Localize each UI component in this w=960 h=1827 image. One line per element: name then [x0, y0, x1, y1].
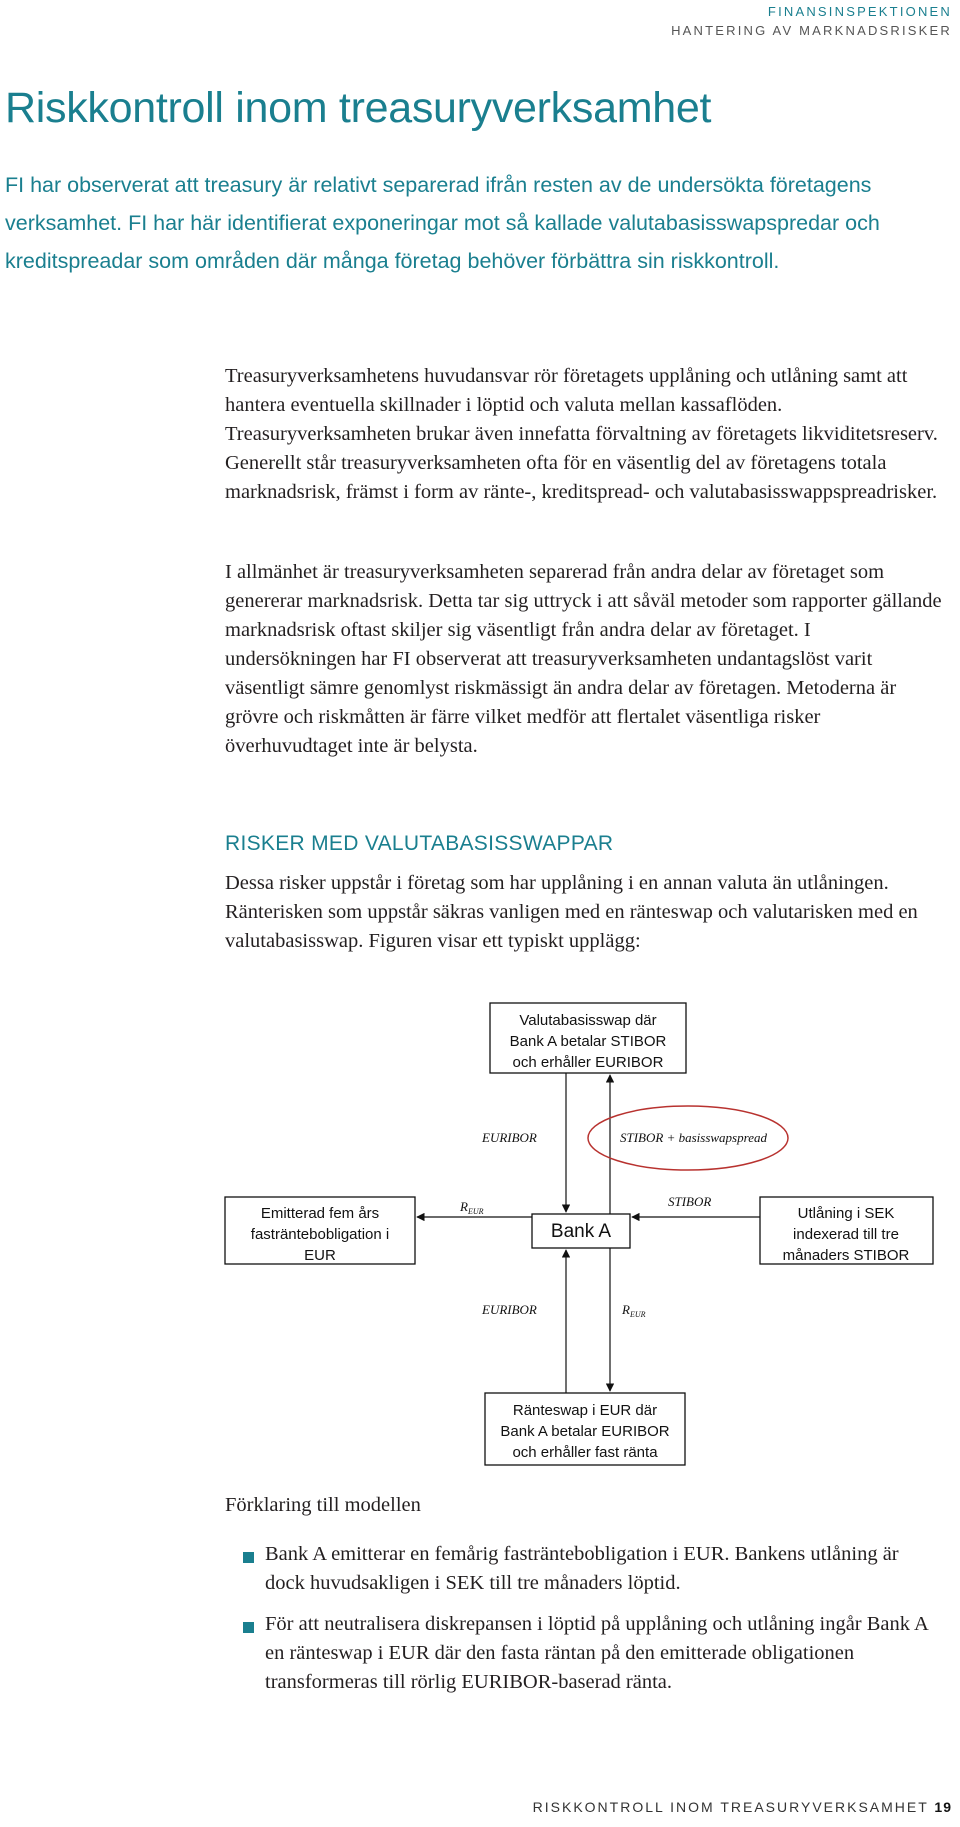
- left-box-line-3: EUR: [304, 1247, 336, 1264]
- list-item-text: För att neutralisera diskrepansen i löptid på upplåning och utlåning ingår Bank A en ränteswap i EUR där den fasta räntan på den emitterade obligationen transformeras till rörlig EURIBOR-baserad ränta.: [265, 1613, 928, 1693]
- footer-title: RISKKONTROLL INOM TREASURYVERKSAMHET: [532, 1799, 929, 1815]
- right-box-line-3: månaders STIBOR: [782, 1247, 910, 1264]
- bottom-box-line-1: Ränteswap i EUR där: [512, 1402, 658, 1419]
- lead-paragraph: FI har observerat att treasury är relativt separerad ifrån resten av de undersökta företagens verksamhet. FI har här identifierat exponeringar mot så kallade valutabasisswapspredar och kreditspreadar som områden där många företag behöver förbättra sin riskkontroll.: [5, 173, 880, 273]
- page-number: 19: [934, 1799, 952, 1815]
- list-item: [240, 1540, 930, 1598]
- body-paragraph-2: I allmänhet är treasuryverksamheten separerad från andra delar av företaget som genererar marknadsrisk. Detta tar sig uttryck i att såväl metoder som rapporter gällande marknadsrisk oftast skiljer sig väsentligt från andra delar av företaget. I undersökningen har FI observerat att treasuryverksamheten undantagslöst varit väsentligt sämre genomlyst riskmässigt än andra delar av företagen. Metoderna är grövre och riskmåtten är färre vilket medför att flertalet väsentliga risker överhuvudtaget inte är belysta.: [225, 561, 942, 757]
- label-stibor-basisswapspread: STIBOR + basisswapspread: [620, 1130, 767, 1145]
- left-box-line-1: Emitterad fem års: [260, 1205, 380, 1222]
- right-box-line-1: Utlåning i SEK: [797, 1205, 895, 1222]
- top-box-line-3: och erhåller EURIBOR: [512, 1054, 664, 1071]
- section-paragraph: Dessa risker uppstår i företag som har upplåning i en annan valuta än utlåningen. Ränterisken som uppstår säkras vanligen med en ränteswap och valutarisken med en valutabasisswap. Figuren visar ett typiskt upplägg:: [225, 872, 918, 952]
- top-box-line-2: Bank A betalar STIBOR: [509, 1033, 667, 1050]
- label-stibor-right: STIBOR: [668, 1194, 712, 1209]
- explanation-list: [240, 1540, 930, 1709]
- left-box-line-2: fasträntebobligation i: [250, 1226, 390, 1243]
- top-box-line-1: Valutabasisswap där: [519, 1012, 657, 1029]
- running-footer: [533, 1799, 952, 1815]
- bullet-square-icon: [243, 1552, 254, 1563]
- header-organisation: FINANSINSPEKTIONEN: [767, 4, 952, 19]
- label-reur-bottom: $R_{EUR}$: [622, 1302, 646, 1319]
- explanation-heading: Förklaring till modellen: [225, 1494, 421, 1516]
- bottom-box-line-2: Bank A betalar EURIBOR: [500, 1423, 670, 1440]
- right-box-line-2: indexerad till tre: [793, 1226, 899, 1243]
- body-paragraph-1: Treasuryverksamhetens huvudansvar rör företagets upplåning och utlåning samt att hantera eventuella skillnader i löptid och valuta mellan kassaflöden. Treasuryverksamheten brukar även innefatta förvaltning av företagets likviditetsreserv. Generellt står treasuryverksamheten ofta för en väsentlig del av företagens totala marknadsrisk, främst i form av ränte-, kreditspread- och valutabasisswappspreadrisker.: [225, 365, 938, 503]
- label-euribor-top: EURIBOR: [482, 1130, 537, 1145]
- center-box-label: Bank A: [550, 1221, 612, 1242]
- section-heading: RISKER MED VALUTABASISSWAPPAR: [225, 832, 614, 855]
- list-item-text: Bank A emitterar en femårig fasträntebobligation i EUR. Bankens utlåning är dock huvudsakligen i SEK till tre månaders löptid.: [265, 1543, 899, 1594]
- label-euribor-bottom: EURIBOR: [482, 1302, 537, 1317]
- bottom-box-line-3: och erhåller fast ränta: [512, 1444, 658, 1461]
- list-item: [240, 1610, 930, 1697]
- bullet-square-icon: [243, 1622, 254, 1633]
- header-report-title: HANTERING AV MARKNADSRISKER: [671, 23, 952, 38]
- page-title: Riskkontroll inom treasuryverksamhet: [5, 84, 712, 132]
- running-header: [671, 2, 952, 40]
- swap-diagram: [220, 995, 940, 1475]
- label-reur-left: $R_{EUR}$: [460, 1199, 484, 1216]
